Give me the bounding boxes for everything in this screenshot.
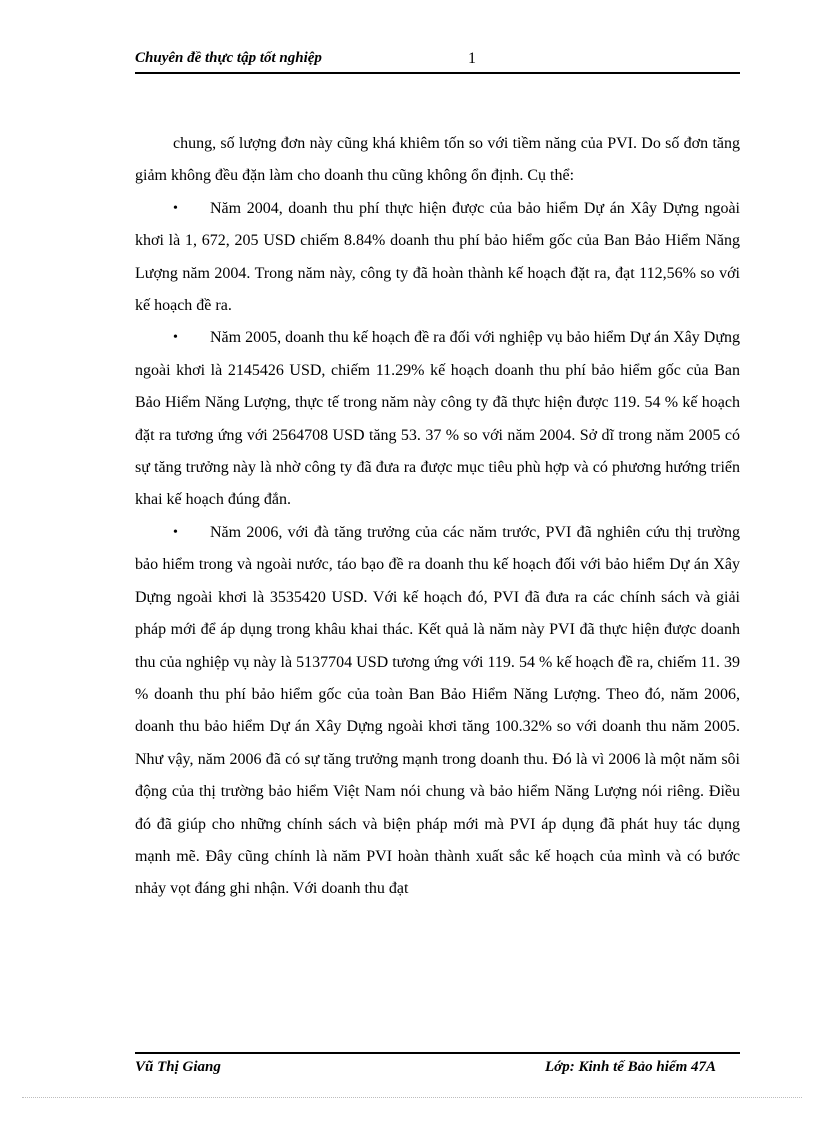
bullet-icon: • [173,524,178,540]
page-number: 1 [468,50,476,67]
footer-author: Vũ Thị Giang [135,1059,221,1075]
bullet-icon: • [173,200,178,216]
bullet-text: Năm 2004, doanh thu phí thực hiện được của bảo hiểm Dự án Xây Dựng ngoài khơi là 1, 672, 205 USD chiếm 8.84% doanh thu phí bảo hiểm gốc của Ban Bảo Hiểm Năng Lượng năm 2004. Trong năm này, công ty đã hoàn thành kế hoạch đặt ra, đạt 112,56% so với kế hoạch đề ra. [135,199,740,315]
page-bottom-divider [22,1097,802,1098]
document-body [135,128,740,906]
bullet-paragraph-2006 [135,517,740,906]
bullet-text: Năm 2006, với đà tăng trưởng của các năm trước, PVI đã nghiên cứu thị trường bảo hiểm trong và ngoài nước, táo bạo đề ra doanh thu kế hoạch đối với bảo hiểm Dự án Xây Dựng ngoài khơi là 3535420 USD. Với kế hoạch đó, PVI đã đưa ra các chính sách và giải pháp mới để áp dụng trong khâu khai thác. Kết quả là năm này PVI đã thực hiện được doanh thu của nghiệp vụ này là 5137704 USD tương ứng với 119. 54 % kế hoạch đề ra, chiếm 11. 39 % doanh thu phí bảo hiểm gốc của toàn Ban Bảo Hiểm Năng Lượng. Theo đó, năm 2006, doanh thu bảo hiểm Dự án Xây Dựng ngoài khơi tăng 100.32% so với doanh thu năm 2005. Như vậy, năm 2006 đã có sự tăng trưởng mạnh trong doanh thu. Đó là vì 2006 là một năm sôi động của thị trường bảo hiểm Việt Nam nói chung và bảo hiểm Năng Lượng nói riêng. Điều đó đã giúp cho những chính sách và biện pháp mới mà PVI áp dụng đã phát huy tác dụng mạnh mẽ. Đây cũng chính là năm PVI hoàn thành xuất sắc kế hoạch của mình và có bước nhảy vọt đáng ghi nhận. Với doanh thu đạt [135,523,740,898]
page-header [135,50,740,74]
header-title: Chuyên đề thực tập tốt nghiệp [135,50,322,66]
page-footer [135,1052,740,1084]
footer-class: Lớp: Kinh tế Bảo hiểm 47A [545,1059,716,1075]
bullet-icon: • [173,330,178,346]
bullet-paragraph-2004 [135,193,740,323]
intro-paragraph: chung, số lượng đơn này cũng khá khiêm tốn so với tiềm năng của PVI. Do số đơn tăng giảm không đều đặn làm cho doanh thu cũng không ổn định. Cụ thể: [135,135,740,185]
bullet-text: Năm 2005, doanh thu kế hoạch đề ra đối với nghiệp vụ bảo hiểm Dự án Xây Dựng ngoài khơi là 2145426 USD, chiếm 11.29% kế hoạch doanh thu phí bảo hiểm gốc của Ban Bảo Hiểm Năng Lượng, thực tế trong năm này công ty đã thực hiện được 119. 54 % kế hoạch đặt ra tương ứng với 2564708 USD tăng 53. 37 % so với năm 2004. Sở dĩ trong năm 2005 có sự tăng trưởng này là nhờ công ty đã đưa ra được mục tiêu phù hợp và có phương hướng triển khai kế hoạch đúng đắn. [135,329,740,509]
bullet-paragraph-2005 [135,322,740,516]
